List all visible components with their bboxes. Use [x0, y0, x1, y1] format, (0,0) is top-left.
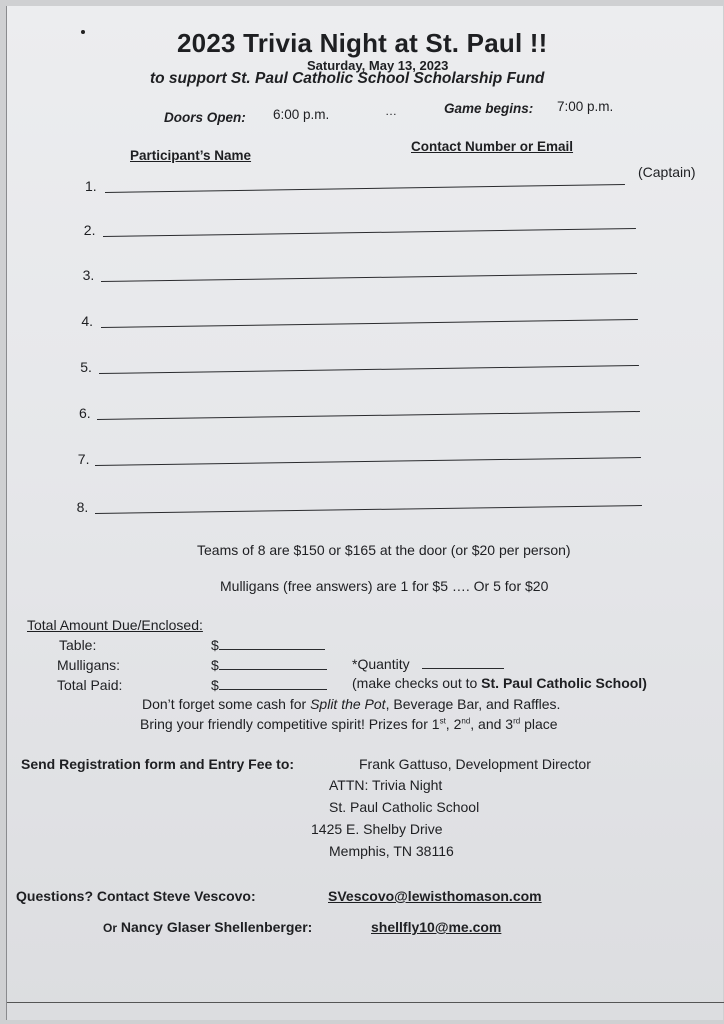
participant-row-number: 1. [85, 178, 97, 194]
school-name: St. Paul Catholic School [329, 799, 480, 815]
participant-row-number: 7. [77, 451, 90, 467]
participant-entry-line[interactable] [95, 505, 642, 514]
participant-entry-line[interactable] [105, 184, 625, 193]
total-due-heading: Total Amount Due/Enclosed: [27, 617, 203, 633]
registration-form-sheet [6, 6, 723, 1020]
participant-entry-line[interactable] [97, 411, 640, 420]
participant-row-number: 5. [80, 359, 92, 375]
table-amount-field[interactable]: $ [211, 637, 325, 653]
participant-entry-line[interactable] [99, 365, 639, 374]
bottom-divider [7, 1002, 724, 1003]
page-title: 2023 Trivia Night at St. Paul !! [177, 28, 548, 58]
participant-row-number: 3. [82, 267, 95, 283]
send-registration-label: Send Registration form and Entry Fee to: [21, 756, 295, 772]
participant-entry-line[interactable] [101, 319, 638, 328]
total-paid-label: Total Paid: [57, 677, 123, 693]
participant-row-number: 8. [76, 499, 89, 515]
prizes-note: Bring your friendly competitive spirit! Prizes for 1st, 2nd, and 3rd place [140, 716, 558, 732]
recipient-name: Frank Gattuso, Development Director [359, 756, 591, 772]
mulligans-label: Mulligans: [57, 657, 121, 673]
game-begins-time: 7:00 p.m. [557, 99, 614, 114]
attn-line: ATTN: Trivia Night [329, 777, 443, 793]
ellipsis-separator: … [385, 104, 397, 118]
total-paid-field[interactable]: $ [211, 677, 327, 693]
city-state-zip: Memphis, TN 38116 [329, 843, 454, 859]
nancy-email-link[interactable]: shellfly10@me.com [371, 919, 502, 935]
table-label: Table: [59, 637, 97, 653]
checks-payable-note: (make checks out to St. Paul Catholic School) [352, 675, 647, 691]
team-pricing: Teams of 8 are $150 or $165 at the door (or $20 per person) [197, 542, 571, 558]
game-begins-label: Game begins: [444, 101, 534, 116]
ink-dot [81, 30, 85, 34]
participant-name-header: Participant’s Name [130, 148, 252, 163]
participant-entry-line[interactable] [101, 273, 637, 282]
quantity-field[interactable]: *Quantity [352, 656, 504, 672]
mulligans-amount-field[interactable]: $ [211, 657, 327, 673]
doors-open-label: Doors Open: [164, 110, 246, 125]
participant-row-number: 4. [81, 313, 94, 329]
participant-entry-line[interactable] [103, 228, 636, 237]
captain-note: (Captain) [638, 164, 696, 180]
contact-header: Contact Number or Email [411, 139, 574, 154]
second-contact-label: Or Nancy Glaser Shellenberger: [103, 919, 313, 935]
street-address: 1425 E. Shelby Drive [311, 821, 443, 837]
participant-row-number: 6. [79, 405, 91, 421]
mulligan-pricing: Mulligans (free answers) are 1 for $5 …. Or 5 for $20 [220, 578, 549, 594]
participant-row-number: 2. [83, 222, 96, 238]
doors-open-time: 6:00 p.m. [273, 107, 330, 122]
participant-entry-line[interactable] [95, 457, 641, 466]
event-date: Saturday, May 13, 2023 [307, 58, 449, 73]
questions-contact-label: Questions? Contact Steve Vescovo: [16, 888, 256, 904]
event-purpose: to support St. Paul Catholic School Scholarship Fund [150, 70, 545, 87]
cash-reminder: Don’t forget some cash for Split the Pot, Beverage Bar, and Raffles. [142, 696, 561, 712]
steve-email-link[interactable]: SVescovo@lewisthomason.com [328, 888, 542, 904]
